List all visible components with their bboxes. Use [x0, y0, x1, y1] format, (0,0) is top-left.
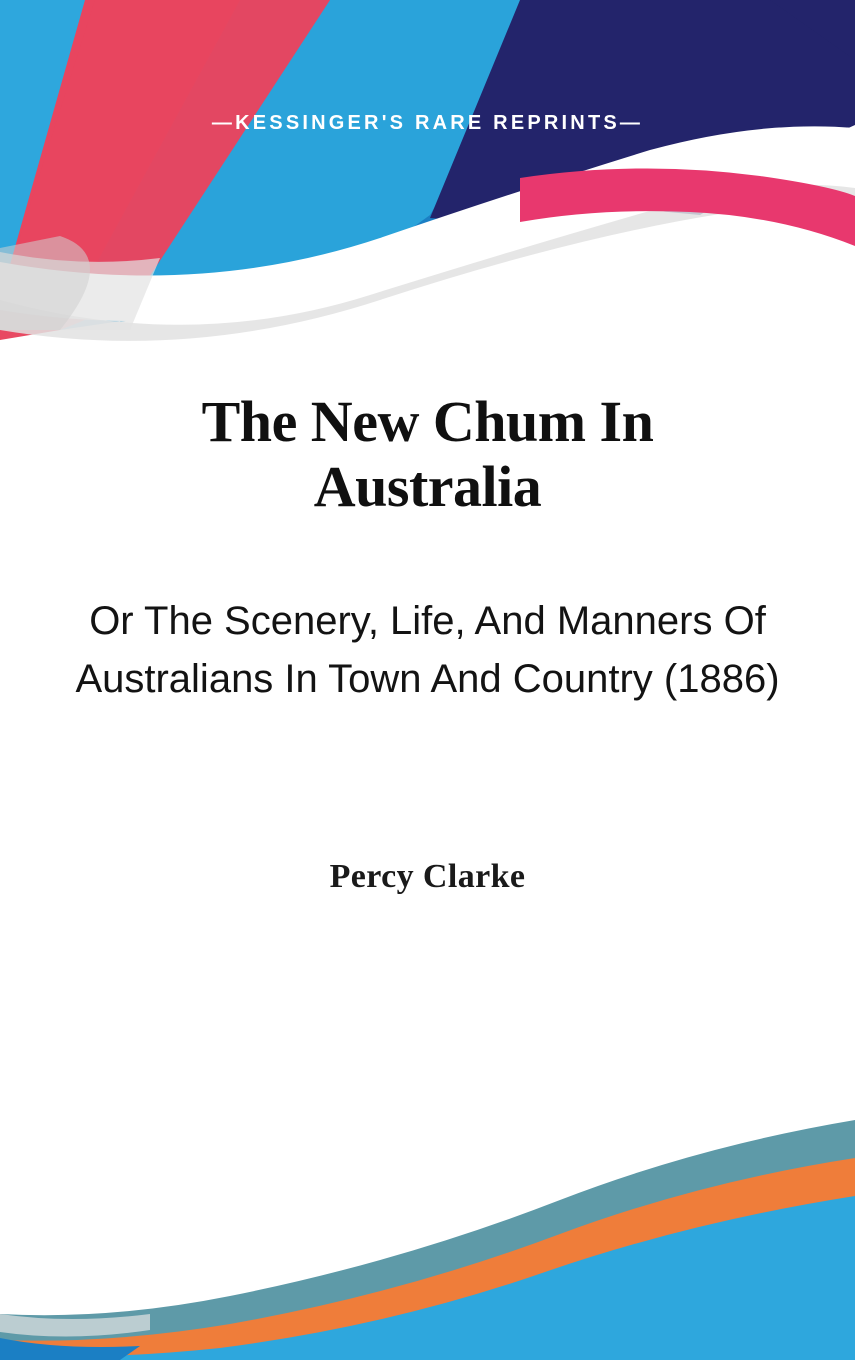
book-title: The New Chum In Australia: [201, 389, 654, 519]
cover-text-block: [0, 370, 855, 896]
publisher-banner-text: —KESSINGER'S RARE REPRINTS—: [211, 112, 644, 134]
book-subtitle: Or The Scenery, Life, And Manners Of Australians In Town And Country (1886): [75, 598, 780, 701]
cover-art-bottom: [0, 1100, 855, 1360]
publisher-banner: [0, 112, 855, 135]
book-author: Percy Clarke: [329, 857, 526, 895]
cover-art-top: [0, 0, 855, 370]
